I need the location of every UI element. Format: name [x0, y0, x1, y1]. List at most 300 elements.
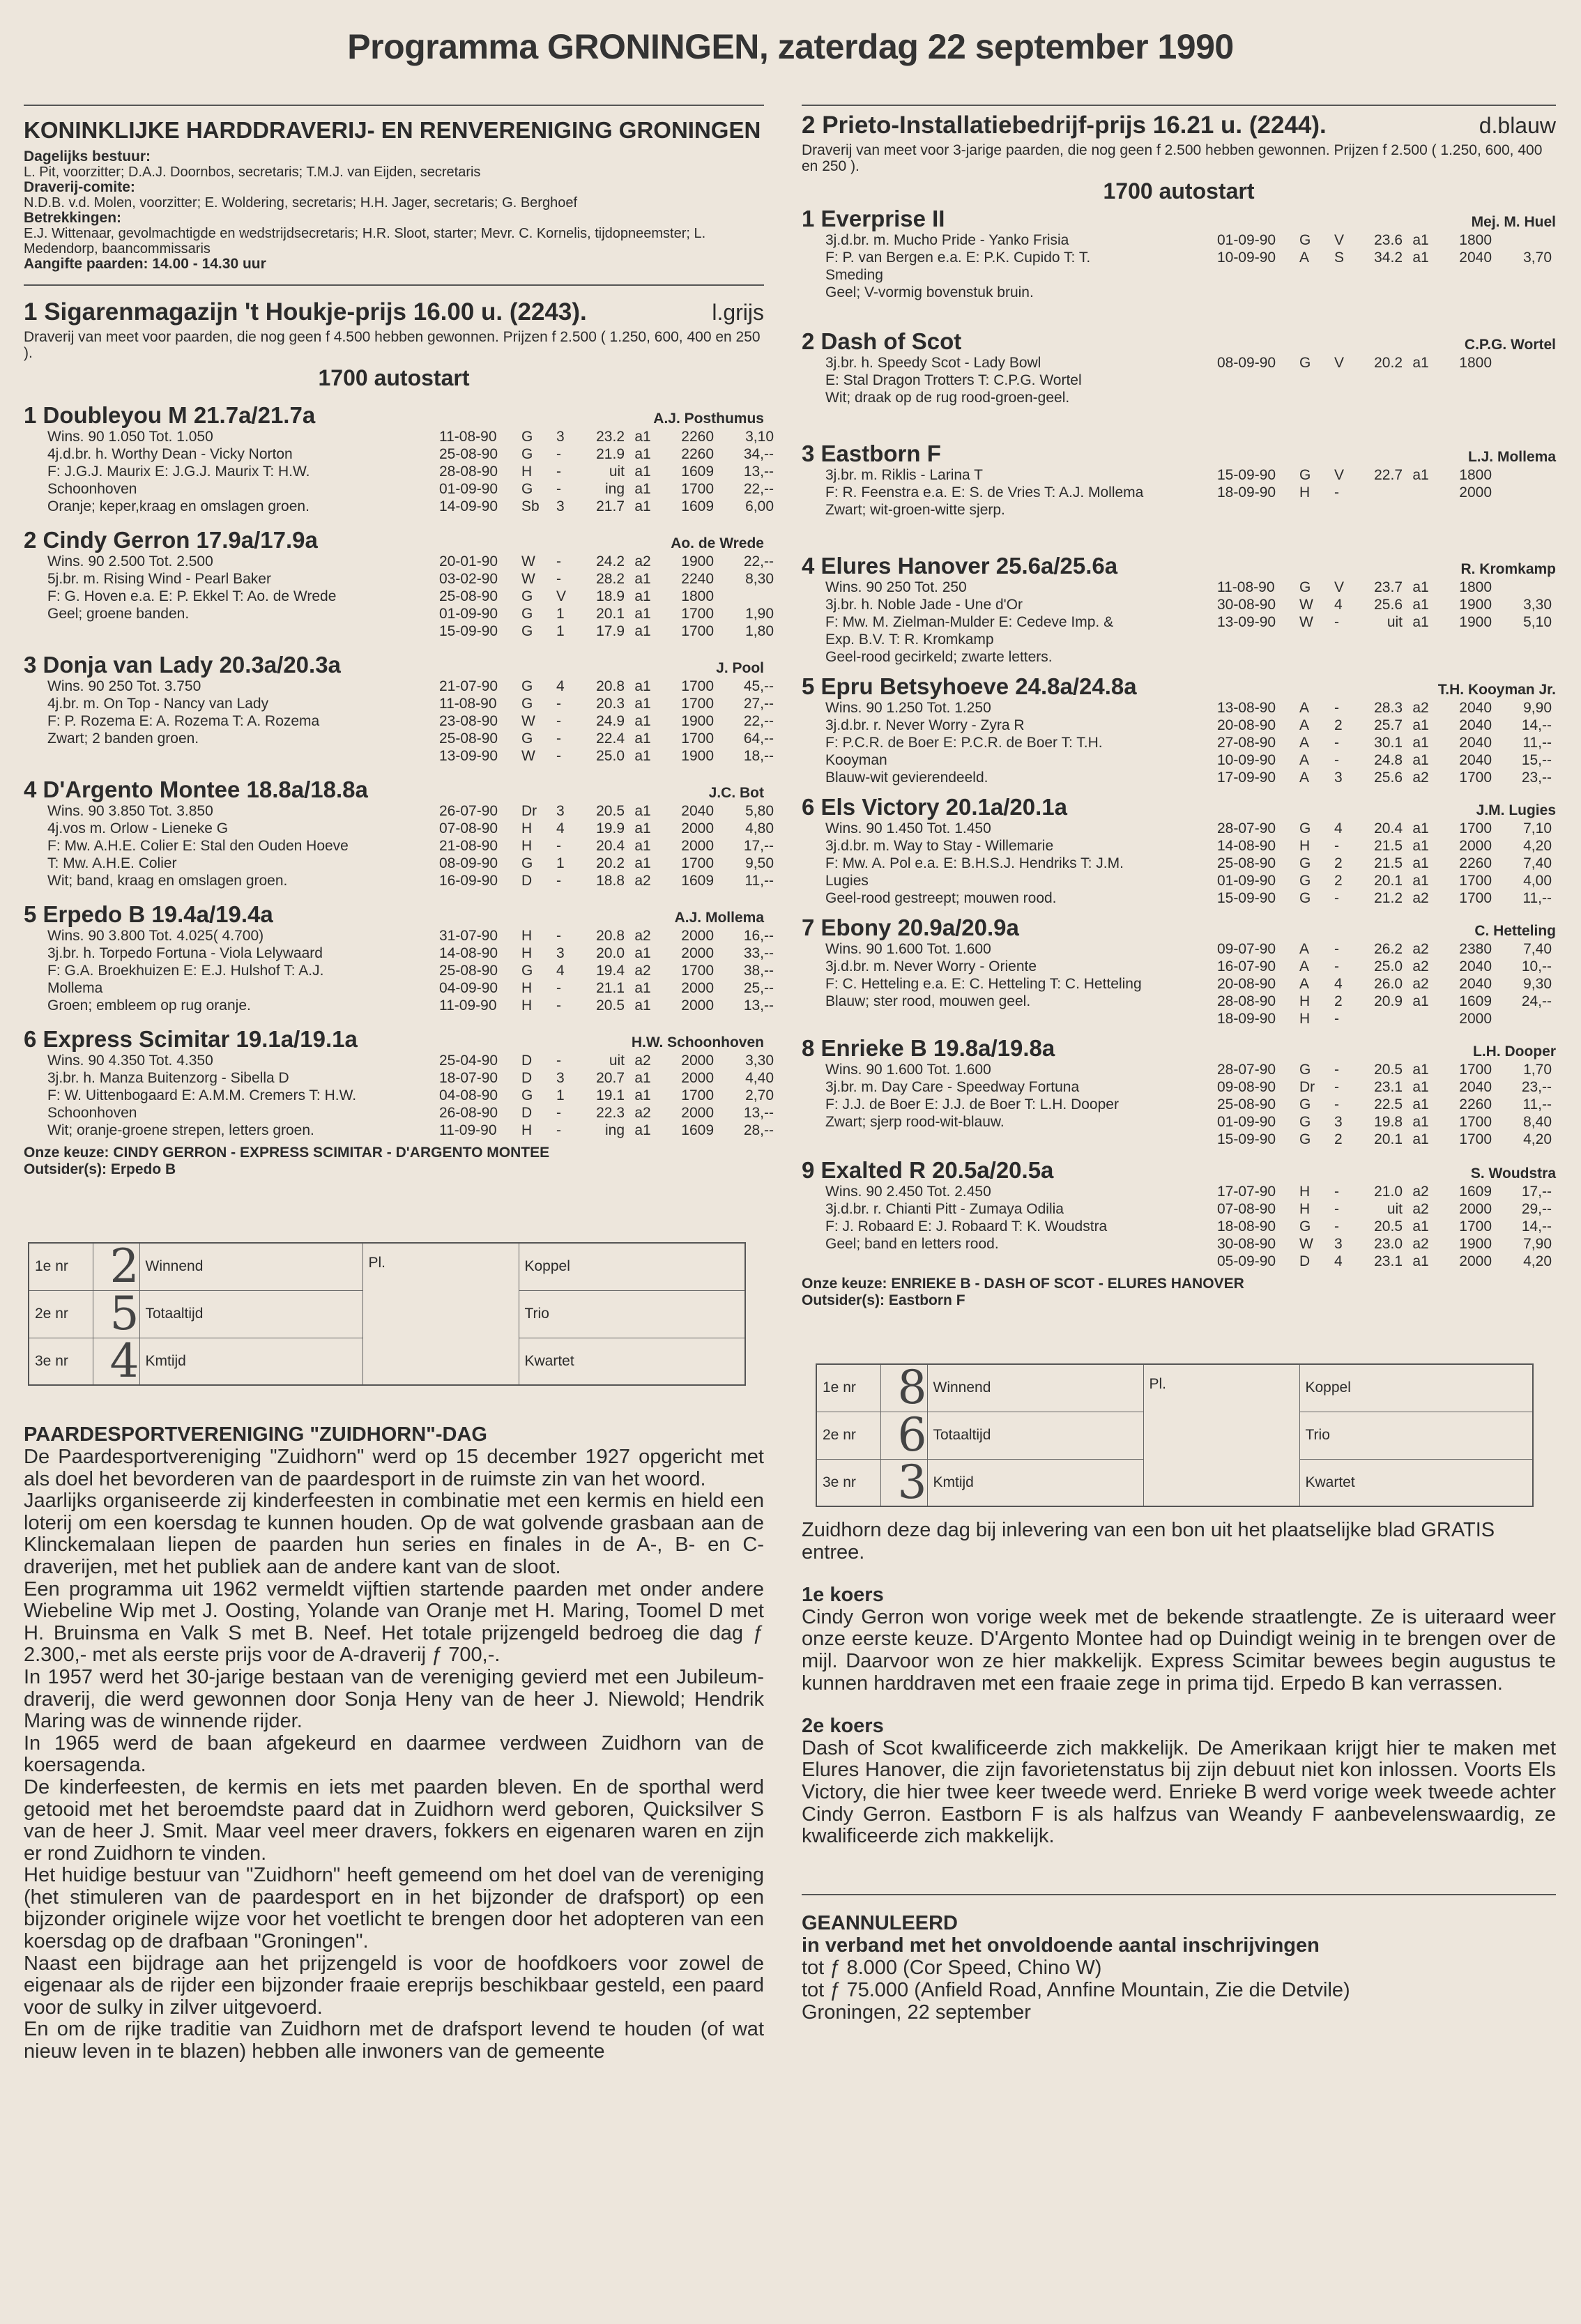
result-cell: 11,-- [1522, 890, 1552, 906]
horse-driver: Ao. de Wrede [671, 535, 764, 551]
result-cell: 1800 [1459, 579, 1492, 595]
horse-info-line: Exp. B.V. T: R. Kromkamp [825, 632, 994, 648]
horse-header [802, 1036, 1556, 1061]
result-cell: 6,00 [745, 498, 774, 514]
horse-info-line: F: G. Hoven e.a. E: P. Ekkel T: Ao. de Wrede [47, 588, 337, 604]
race-description: Draverij van meet voor paarden, die nog geen f 4.500 hebben gewonnen. Prijzen f 2.500 ( 1.250, 600, 400 en 250 ). [24, 329, 761, 361]
horse-header [802, 1158, 1556, 1183]
result-cell: 30-08-90 [1217, 1236, 1276, 1252]
result-row [1217, 1096, 1556, 1113]
result-cell: 3 [1334, 770, 1343, 786]
result-cell: 4,40 [745, 1070, 774, 1086]
score-kwartet: Kwartet [1299, 1459, 1533, 1506]
horse-name: 2 Dash of Scot [802, 328, 962, 354]
result-cell: 4 [1334, 597, 1343, 613]
result-cell: 34,-- [743, 446, 774, 462]
horse-entry [802, 1036, 1556, 1148]
horse-info-line: E: Stal Dragon Trotters T: C.P.G. Wortel [825, 372, 1082, 388]
horse-results [439, 1052, 774, 1139]
result-cell: 26.2 [1374, 941, 1403, 957]
result-cell: 18-09-90 [1217, 484, 1276, 500]
result-cell: - [556, 553, 561, 569]
result-cell: 1900 [681, 553, 714, 569]
horse-info-line: 3j.d.br. m. Mucho Pride - Yanko Frisia [825, 232, 1069, 248]
result-cell: 1700 [681, 1087, 714, 1103]
result-cell: 1,90 [745, 606, 774, 622]
result-cell: 17,-- [1521, 1184, 1552, 1200]
result-cell: W [521, 713, 535, 729]
result-cell: a1 [634, 855, 651, 871]
result-cell: 09-07-90 [1217, 941, 1276, 957]
horse-body [802, 579, 1556, 666]
horse-driver: C. Hetteling [1474, 923, 1556, 939]
result-cell: 28.3 [1374, 700, 1403, 716]
horse-entry [24, 777, 774, 889]
horse-entry [802, 674, 1556, 786]
cancelled-races [802, 1894, 1556, 2024]
horse-info-line: 3j.br. h. Manza Buitenzorg - Sibella D [47, 1070, 289, 1086]
result-cell: 18.8 [596, 873, 625, 889]
race-surface: l.grijs [712, 300, 764, 325]
horse-info-line: 3j.d.br. r. Chianti Pitt - Zumaya Odilia [825, 1201, 1064, 1217]
result-row [439, 463, 774, 480]
result-cell: H [521, 928, 533, 944]
result-cell: 1 [556, 1087, 565, 1103]
result-cell: 20-08-90 [1217, 717, 1276, 733]
result-cell: D [521, 873, 533, 889]
result-cell: ing [604, 481, 625, 497]
result-cell [1492, 354, 1552, 372]
horse-body [24, 428, 774, 515]
result-cell: - [1334, 890, 1339, 906]
score-row-label: 1e nr [816, 1364, 880, 1412]
horse-results [1217, 231, 1556, 301]
result-cell: 24.9 [596, 713, 625, 729]
horse-name: 1 Everprise II [802, 206, 945, 231]
handwritten-mark: 6 [880, 1412, 927, 1459]
result-row [439, 802, 774, 820]
betrekkingen-label: Betrekkingen: [24, 210, 122, 226]
horse-body [802, 354, 1556, 406]
result-cell: 15-09-90 [1217, 890, 1276, 906]
result-cell: a1 [634, 588, 651, 604]
horse-header [802, 674, 1556, 699]
result-cell: 25.0 [1374, 958, 1403, 974]
horse-results [439, 927, 774, 1014]
horse-header [802, 795, 1556, 820]
result-cell: 20-08-90 [1217, 976, 1276, 992]
result-cell: uit [1387, 614, 1403, 630]
result-cell: 2040 [1459, 752, 1492, 768]
result-cell: uit [609, 1053, 625, 1069]
horse-info-line: Kooyman [825, 752, 887, 768]
result-row [1217, 734, 1556, 751]
result-cell: a1 [1412, 614, 1429, 630]
result-cell: 3,70 [1523, 250, 1552, 266]
result-cell: V [1334, 355, 1345, 371]
horse-header [24, 902, 764, 927]
horse-info-line: Wins. 90 1.050 Tot. 1.050 [47, 429, 213, 445]
result-row [1217, 699, 1556, 717]
result-cell: a2 [1412, 958, 1429, 974]
result-row [1217, 231, 1556, 249]
result-cell: 27-08-90 [1217, 735, 1276, 751]
result-cell: 23.1 [1374, 1253, 1403, 1269]
result-cell: a2 [634, 873, 651, 889]
result-cell: A [1299, 976, 1310, 992]
result-cell: G [1299, 579, 1311, 595]
result-cell: 2000 [681, 838, 714, 854]
result-cell: 1700 [681, 678, 714, 694]
horse-info [802, 231, 1217, 301]
result-cell: 8,30 [745, 571, 774, 587]
result-cell: 10,-- [1521, 958, 1552, 974]
horse-info-line: 4j.br. m. On Top - Nancy van Lady [47, 696, 269, 712]
result-row [1217, 958, 1556, 975]
result-cell: 25.6 [1374, 770, 1403, 786]
horse-header [802, 441, 1556, 466]
result-cell: - [556, 571, 561, 587]
result-row [439, 1104, 774, 1122]
horse-info-line: F: Mw. A.H.E. Colier E: Stal den Ouden Hoeve [47, 838, 349, 854]
result-cell: 2040 [1459, 735, 1492, 751]
result-cell: 38,-- [743, 963, 774, 979]
outsider-text: Outsider(s): Erpedo B [24, 1161, 176, 1177]
result-cell: 20.7 [596, 1070, 625, 1086]
choice-text: Onze keuze: CINDY GERRON - EXPRESS SCIMITAR - D'ARGENTO MONTEE [24, 1145, 550, 1161]
horse-driver: J. Pool [716, 660, 764, 676]
result-cell: 01-09-90 [1217, 1114, 1276, 1130]
result-cell: 4 [556, 678, 565, 694]
result-cell: a1 [634, 748, 651, 764]
result-row [439, 820, 774, 837]
horse-header [24, 528, 764, 553]
result-row [1217, 1061, 1556, 1078]
result-cell: 1700 [1459, 1218, 1492, 1234]
result-cell: 16,-- [743, 928, 774, 944]
result-cell: V [1334, 579, 1345, 595]
result-cell: V [556, 588, 567, 604]
horse-info-line: Wins. 90 3.800 Tot. 4.025( 4.700) [47, 928, 264, 944]
horse-name: 1 Doubleyou M 21.7a/21.7a [24, 402, 316, 428]
result-cell [1403, 484, 1439, 501]
result-cell: A [1299, 770, 1310, 786]
result-cell: G [1299, 820, 1311, 836]
result-cell: 22.7 [1374, 467, 1403, 483]
result-row [439, 855, 774, 872]
result-cell: 10-09-90 [1217, 250, 1276, 266]
result-cell: Sb [521, 498, 540, 514]
result-cell: 2000 [1459, 1011, 1492, 1027]
result-cell [1492, 484, 1552, 501]
result-cell: 20.5 [1374, 1062, 1403, 1078]
result-cell: 2,70 [745, 1087, 774, 1103]
result-cell: - [1334, 614, 1339, 630]
horse-info [802, 354, 1217, 406]
race-header [24, 298, 764, 326]
result-cell: 45,-- [743, 678, 774, 694]
score-kwartet: Kwartet [519, 1338, 745, 1385]
result-row [439, 1052, 774, 1069]
result-cell: 9,90 [1523, 700, 1552, 716]
result-cell: H [521, 980, 533, 996]
result-cell: 13,-- [743, 464, 774, 480]
result-cell: 29,-- [1521, 1201, 1552, 1217]
horse-entry [802, 915, 1556, 1027]
result-cell: 2 [1334, 993, 1343, 1009]
result-cell: D [1299, 1253, 1311, 1269]
horse-results [1217, 466, 1556, 519]
result-cell: G [521, 855, 533, 871]
result-cell: 23,-- [1521, 770, 1552, 786]
score-row-label: 2e nr [816, 1412, 880, 1459]
horse-info-line: Wins. 90 1.600 Tot. 1.600 [825, 1062, 991, 1078]
result-cell: 4,00 [1523, 873, 1552, 889]
result-row [439, 588, 774, 605]
result-cell: 19.1 [596, 1087, 625, 1103]
horse-info [802, 1183, 1217, 1270]
horse-driver: L.H. Dooper [1473, 1043, 1556, 1060]
horse-info-line: F: Mw. M. Zielman-Mulder E: Cedeve Imp. & [825, 614, 1114, 630]
horse-info-line: Geel; groene banden. [47, 606, 190, 622]
result-cell: 22,-- [743, 553, 774, 569]
result-row [1217, 717, 1556, 734]
result-cell: 2040 [1459, 958, 1492, 974]
result-cell: 25-08-90 [439, 588, 498, 604]
horse-info-line: 5j.br. m. Rising Wind - Pearl Baker [47, 571, 271, 587]
result-cell: 11,-- [1522, 735, 1552, 751]
horse-info-line: Geel-rood gestreept; mouwen rood. [825, 890, 1057, 906]
horse-info-line: Wins. 90 3.850 Tot. 3.850 [47, 803, 213, 819]
result-cell: 64,-- [743, 731, 774, 747]
result-cell: ing [604, 1122, 625, 1138]
horse-body [24, 1052, 774, 1139]
result-cell: 14,-- [1521, 1218, 1552, 1234]
handwritten-mark: 4 [93, 1338, 139, 1385]
result-cell: 27,-- [743, 696, 774, 712]
result-cell: 20.9 [1374, 993, 1403, 1009]
result-cell: a1 [634, 464, 651, 480]
result-cell: 21.5 [1374, 855, 1403, 871]
race-distance: 1700 autostart [1103, 178, 1255, 204]
result-cell: 21.5 [1374, 838, 1403, 854]
horse-entry [802, 795, 1556, 907]
result-cell: a2 [1412, 770, 1429, 786]
result-cell [1359, 1010, 1403, 1027]
result-cell: 11-08-90 [1217, 579, 1275, 595]
result-cell: 1,70 [1523, 1062, 1552, 1078]
result-cell: 23.1 [1374, 1079, 1403, 1095]
result-cell: 1700 [1459, 873, 1492, 889]
result-cell: a1 [1412, 1218, 1429, 1234]
result-cell: H [521, 945, 533, 961]
comite-text: N.D.B. v.d. Molen, voorzitter; E. Woldering, secretaris; H.H. Jager, secretaris; G. Berghoef [24, 195, 577, 211]
horse-info-line: Wins. 90 1.250 Tot. 1.250 [825, 700, 991, 716]
horse-name: 4 D'Argento Montee 18.8a/18.8a [24, 777, 368, 802]
result-row [439, 747, 774, 765]
result-cell: 13,-- [743, 1105, 774, 1121]
score-koppel: Koppel [519, 1243, 745, 1290]
result-cell: 1700 [681, 606, 714, 622]
result-cell: 23,-- [1521, 1079, 1552, 1095]
result-cell: a1 [1412, 232, 1429, 248]
result-cell: 11-09-90 [439, 1122, 497, 1138]
result-row [439, 445, 774, 463]
race-1 [24, 298, 774, 1388]
horse-info-line: 3j.d.br. r. Never Worry - Zyra R [825, 717, 1025, 733]
result-cell: 2260 [1459, 1096, 1492, 1113]
result-cell: G [521, 446, 533, 462]
result-cell: 25-04-90 [439, 1053, 498, 1069]
result-cell: 2000 [1459, 484, 1492, 500]
result-cell: a2 [1412, 976, 1429, 992]
result-cell: a1 [1412, 1131, 1429, 1147]
result-cell: - [1334, 958, 1339, 974]
result-cell: a1 [1412, 993, 1429, 1009]
result-cell: 05-09-90 [1217, 1253, 1276, 1269]
result-cell: 2000 [681, 997, 714, 1014]
result-cell: - [1334, 838, 1339, 854]
comite-label: Draverij-comite: [24, 179, 135, 195]
result-cell: 34.2 [1374, 250, 1403, 266]
result-cell: - [1334, 1201, 1339, 1217]
result-cell: 20-01-90 [439, 553, 498, 569]
result-cell: 9,50 [745, 855, 774, 871]
result-cell: 2000 [681, 1105, 714, 1121]
result-cell: 21-08-90 [439, 838, 498, 854]
result-row [439, 428, 774, 445]
score-row-label: 3e nr [29, 1338, 93, 1385]
result-cell: a1 [1412, 1062, 1429, 1078]
horse-info-line: F: R. Feenstra e.a. E: S. de Vries T: A.J. Mollema [825, 484, 1144, 500]
result-cell: 13,-- [743, 997, 774, 1014]
horse-entry [24, 652, 774, 765]
result-cell: 2000 [681, 980, 714, 996]
result-cell: G [521, 731, 533, 747]
result-cell: 25.6 [1374, 597, 1403, 613]
result-cell: 30-08-90 [1217, 597, 1276, 613]
result-row [1217, 993, 1556, 1010]
horse-driver: J.C. Bot [708, 785, 764, 801]
result-cell: 21.1 [596, 980, 625, 996]
handwritten-mark: 2 [93, 1243, 139, 1290]
result-cell: 08-09-90 [1217, 355, 1276, 371]
horse-entry [802, 441, 1556, 519]
result-cell: 25.0 [596, 748, 625, 764]
result-cell: 24.8 [1374, 752, 1403, 768]
result-cell: a1 [634, 945, 651, 961]
result-cell: a1 [634, 678, 651, 694]
horse-entry [802, 553, 1556, 666]
score-row-label: 1e nr [29, 1243, 93, 1290]
cancelled-reason: in verband met het onvoldoende aantal inschrijvingen [802, 1934, 1320, 1957]
result-cell: G [1299, 1062, 1311, 1078]
result-cell: - [1334, 1096, 1339, 1113]
result-cell [1403, 1010, 1439, 1027]
result-cell: 1 [556, 623, 565, 639]
result-cell: 13-09-90 [439, 748, 498, 764]
result-cell: 1609 [681, 498, 714, 514]
result-row [1217, 249, 1556, 266]
result-cell: - [556, 464, 561, 480]
result-row [439, 605, 774, 622]
result-cell: a1 [634, 820, 651, 836]
result-row [1217, 466, 1556, 484]
outsider-text: Outsider(s): Eastborn F [802, 1292, 965, 1308]
result-cell: 1700 [681, 731, 714, 747]
result-cell: 3,30 [1523, 597, 1552, 613]
result-cell: 2000 [1459, 838, 1492, 854]
result-cell: 3 [556, 803, 565, 819]
result-cell: S [1334, 250, 1345, 266]
horse-header [802, 553, 1556, 579]
note-heading-1: 1e koers [802, 1584, 884, 1607]
bestuur-label: Dagelijks bestuur: [24, 148, 151, 165]
result-cell: 20.5 [596, 803, 625, 819]
result-cell: 4 [556, 820, 565, 836]
horse-info-line: Wit; oranje-groene strepen, letters groen. [47, 1122, 314, 1138]
result-cell: 1700 [681, 696, 714, 712]
horse-info [24, 927, 439, 1014]
horse-info-line: F: W. Uittenbogaard E: A.M.M. Cremers T: H.W. [47, 1087, 357, 1103]
horse-body [24, 927, 774, 1014]
result-row [439, 945, 774, 962]
result-cell: 2260 [681, 446, 714, 462]
result-cell: H [521, 820, 533, 836]
result-cell: 18-09-90 [1217, 1011, 1276, 1027]
result-cell: H [1299, 484, 1311, 500]
result-cell: 23-08-90 [439, 713, 498, 729]
result-cell: 30.1 [1374, 735, 1403, 751]
result-cell: H [1299, 993, 1311, 1009]
result-cell: G [1299, 890, 1311, 906]
result-cell: V [1334, 467, 1345, 483]
result-cell: 18-07-90 [439, 1070, 498, 1086]
horse-entry [802, 329, 1556, 406]
result-cell: 28-08-90 [439, 464, 498, 480]
result-cell: G [521, 696, 533, 712]
score-koppel: Koppel [1299, 1364, 1533, 1412]
result-cell: 1700 [1459, 1114, 1492, 1130]
result-cell: D [521, 1105, 533, 1121]
horse-driver: H.W. Schoonhoven [631, 1034, 764, 1050]
horse-info-line: Geel; V-vormig bovenstuk bruin. [825, 284, 1034, 300]
horse-info-line: Geel-rood gecirkeld; zwarte letters. [825, 649, 1053, 665]
horse-entry [802, 206, 1556, 301]
result-cell: A [1299, 735, 1310, 751]
score-kmtijd: Kmtijd [927, 1459, 1143, 1506]
result-cell: 01-09-90 [439, 606, 498, 622]
our-choice [802, 1276, 1556, 1309]
result-row [439, 678, 774, 695]
horse-list [24, 402, 774, 1139]
result-cell: 1700 [681, 623, 714, 639]
result-cell: 3,30 [745, 1053, 774, 1069]
result-cell: A [1299, 941, 1310, 957]
horse-info-line: Zwart; wit-groen-witte sjerp. [825, 502, 1005, 518]
result-cell: 25-08-90 [439, 731, 498, 747]
result-cell: 21.0 [1374, 1184, 1403, 1200]
result-cell: 15-09-90 [1217, 1131, 1276, 1147]
result-cell: 3 [556, 1070, 565, 1086]
result-cell: 20.4 [1374, 820, 1403, 836]
note-heading-2: 2e koers [802, 1715, 884, 1738]
horse-header [802, 329, 1556, 354]
result-cell: 04-08-90 [439, 1087, 498, 1103]
horse-body [24, 802, 774, 889]
horse-entry [24, 901, 774, 1014]
result-row [1217, 940, 1556, 958]
